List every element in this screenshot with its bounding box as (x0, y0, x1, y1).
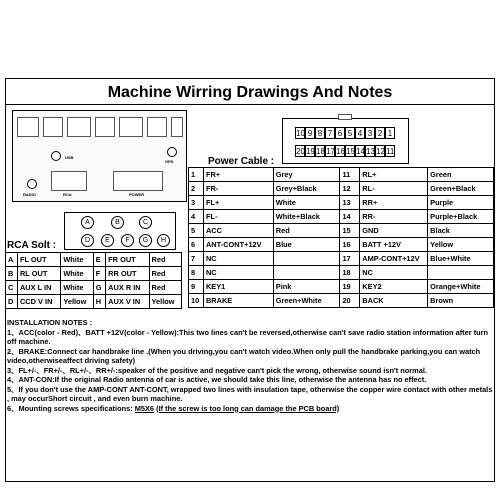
wire-color: Grey (273, 168, 340, 182)
rca-circle: H (157, 234, 170, 247)
pin-function: NC (203, 252, 273, 266)
panel-slot (171, 117, 183, 137)
connector-pin: 3 (365, 127, 375, 139)
pin-function: RR- (360, 210, 428, 224)
pin-number: 18 (340, 266, 360, 280)
gps-port-icon (167, 147, 177, 157)
note6-prefix: 6、Mounting screws specifications: (7, 403, 133, 413)
table-row (189, 252, 494, 266)
pin-function: ANT-CONT+12V (203, 238, 273, 252)
power-connector (282, 118, 409, 164)
table-row (6, 267, 182, 281)
usb-label: USB (65, 155, 74, 160)
rca-circle: F (121, 234, 134, 247)
connector-pin: 13 (366, 147, 375, 156)
power-cable-table (188, 167, 494, 308)
connector-pin: 2 (375, 127, 385, 139)
connector-pin: 4 (355, 127, 365, 139)
pin-number: 2 (189, 182, 204, 196)
rca-letter: F (93, 267, 105, 281)
panel-slot (95, 117, 115, 137)
note-item: 4、ANT-CON:If the original Radio antenna of car is active, we should take this line, otherwise the antenna has no effect. (7, 375, 427, 384)
connector-pin: 8 (315, 127, 325, 139)
table-row (189, 168, 494, 182)
rca-color: Yellow (149, 295, 181, 309)
rca-name: AUX V IN (106, 295, 149, 309)
rca-circle: C (139, 216, 152, 229)
pin-number: 1 (189, 168, 204, 182)
connector-pin: 19 (306, 147, 315, 156)
notes-heading: INSTALLATION NOTES : (7, 318, 93, 327)
rca-name: AUX L IN (17, 281, 60, 295)
table-row (189, 238, 494, 252)
rca-color: Yellow (61, 295, 93, 309)
wire-color: Blue+White (428, 252, 494, 266)
rca-circle: B (111, 216, 124, 229)
wire-color: Green (428, 168, 494, 182)
pin-function: RR+ (360, 196, 428, 210)
usb-port-icon (51, 151, 61, 161)
power-cable-label: Power Cable : (208, 156, 275, 167)
pin-function: KEY1 (203, 280, 273, 294)
pin-function: FR- (203, 182, 273, 196)
note-item: 1、ACC(color - Red)、BATT +12V(color - Yellow):This two lines can't be reversed,otherwise can't save radio station information after turn off machine. (7, 327, 489, 346)
connector-pin: 12 (376, 147, 385, 156)
table-row (6, 281, 182, 295)
table-row (6, 253, 182, 267)
wire-color (273, 266, 340, 280)
table-row (189, 196, 494, 210)
wire-color: Pink (273, 280, 340, 294)
wire-color: Green+Black (428, 182, 494, 196)
pin-number: 6 (189, 238, 204, 252)
connector-pin: 5 (345, 127, 355, 139)
pin-number: 5 (189, 224, 204, 238)
pin-function: FR+ (203, 168, 273, 182)
pin-number: 11 (340, 168, 360, 182)
rca-name: CCD V IN (17, 295, 60, 309)
rca-name: RR OUT (106, 267, 149, 281)
table-row (189, 210, 494, 224)
connector-pin: 15 (346, 147, 355, 156)
pin-number: 15 (340, 224, 360, 238)
wire-color: Blue (273, 238, 340, 252)
pin-function: BRAKE (203, 294, 273, 308)
rca-color: Red (149, 267, 181, 281)
wire-color: Green+White (273, 294, 340, 308)
pin-function: AMP-CONT+12V (360, 252, 428, 266)
pin-function: RL- (360, 182, 428, 196)
wire-color: Grey+Black (273, 182, 340, 196)
connector-pin: 10 (296, 129, 305, 138)
connector-pin: 1 (385, 127, 395, 139)
pin-number: 20 (340, 294, 360, 308)
pin-number: 8 (189, 266, 204, 280)
pin-number: 10 (189, 294, 204, 308)
connector-latch (338, 114, 352, 120)
wire-color: Yellow (428, 238, 494, 252)
panel-slot (67, 117, 91, 137)
wire-color: Purple+Black (428, 210, 494, 224)
rca-circle: A (81, 216, 94, 229)
pin-function: GND (360, 224, 428, 238)
rca-name: AUX R IN (106, 281, 149, 295)
rca-circle: D (81, 234, 94, 247)
panel-slot (17, 117, 39, 137)
pin-number: 14 (340, 210, 360, 224)
pin-number: 12 (340, 182, 360, 196)
rca-color: White (61, 281, 93, 295)
pin-number: 4 (189, 210, 204, 224)
power-socket-block (113, 171, 163, 191)
pin-function: BATT +12V (360, 238, 428, 252)
note-item: 3、FL+/-、FR+/-、RL+/-、RR+/-:speaker of the positive and negative can't pick the wrong, otherwise sound isn't normal. (7, 365, 427, 375)
installation-notes (7, 318, 493, 413)
connector-pin: 20 (296, 147, 305, 156)
rca-color: Red (149, 253, 181, 267)
table-row (189, 280, 494, 294)
wire-color (428, 266, 494, 280)
pin-function: FL- (203, 210, 273, 224)
connector-pin: 7 (325, 127, 335, 139)
note-item: 2、BRAKE:Connect car handbrake line .(When you driving,you can't watch video.When only pull the handbrake parking,you can watch video,otherwiseaffect driving safety) (7, 346, 481, 365)
rca-letter: G (93, 281, 105, 295)
connector-pin: 14 (356, 147, 365, 156)
pin-function: FL+ (203, 196, 273, 210)
rca-circle: E (101, 234, 114, 247)
wire-color (273, 252, 340, 266)
pin-number: 16 (340, 238, 360, 252)
rca-socket-diagram (64, 212, 176, 250)
pin-function: NC (360, 266, 428, 280)
connector-pin: 6 (335, 127, 345, 139)
pin-number: 19 (340, 280, 360, 294)
title-divider (5, 104, 495, 105)
pin-number: 3 (189, 196, 204, 210)
rca-color: White (61, 253, 93, 267)
panel-slot (147, 117, 167, 137)
rca-letter: D (6, 295, 18, 309)
rca-letter: H (93, 295, 105, 309)
table-row (189, 294, 494, 308)
rca-name: RL OUT (17, 267, 60, 281)
rca-name: FR OUT (106, 253, 149, 267)
pin-function: NC (203, 266, 273, 280)
pin-number: 9 (189, 280, 204, 294)
pin-function: BACK (360, 294, 428, 308)
panel-slot (43, 117, 63, 137)
note-item: 5、If you don't use the AMP-CONT ANT-CONT, wrapped two lines with insulation tape, otherwise the copper wire contact with other metals , may occurShort circuit , and even burn machine. (7, 384, 493, 403)
power-label: POWER (129, 192, 145, 197)
rca-label: RCA (63, 192, 72, 197)
panel-slot (119, 117, 143, 137)
note-item (7, 404, 493, 414)
table-row (6, 295, 182, 309)
page-title: Machine Wirring Drawings And Notes (107, 84, 393, 101)
table-row (189, 266, 494, 280)
rca-name: FL OUT (17, 253, 60, 267)
wire-color: Black (428, 224, 494, 238)
rca-color: Red (149, 281, 181, 295)
rca-letter: C (6, 281, 18, 295)
wire-color: White+Black (273, 210, 340, 224)
wire-color: Brown (428, 294, 494, 308)
pin-function: RL+ (360, 168, 428, 182)
radio-label: RADIO (23, 192, 36, 197)
rca-letter: B (6, 267, 18, 281)
wire-color: Orange+White (428, 280, 494, 294)
rca-solt-label: RCA Solt : (7, 240, 57, 251)
pin-number: 7 (189, 252, 204, 266)
connector-pin: 17 (326, 147, 335, 156)
wire-color: Purple (428, 196, 494, 210)
connector-pin: 9 (305, 127, 315, 139)
table-row (189, 182, 494, 196)
connector-pin: 16 (336, 147, 345, 156)
table-row (189, 224, 494, 238)
wire-color: White (273, 196, 340, 210)
rca-color: White (61, 267, 93, 281)
rca-circle: G (139, 234, 152, 247)
connector-pin: 11 (386, 147, 395, 156)
note6-suffix: (If the screw is too long can damage the PCB board) (156, 403, 340, 413)
pin-function: ACC (203, 224, 273, 238)
rca-table (5, 252, 182, 309)
pin-function: KEY2 (360, 280, 428, 294)
rca-socket-block (51, 171, 87, 191)
pin-number: 17 (340, 252, 360, 266)
wire-color: Red (273, 224, 340, 238)
connector-pin: 18 (316, 147, 325, 156)
note6-spec: M5X6 (134, 403, 155, 413)
radio-port-icon (27, 179, 37, 189)
unit-back-panel (12, 110, 187, 202)
rca-letter: E (93, 253, 105, 267)
gps-label: GPS (165, 159, 174, 164)
pin-number: 13 (340, 196, 360, 210)
rca-letter: A (6, 253, 18, 267)
